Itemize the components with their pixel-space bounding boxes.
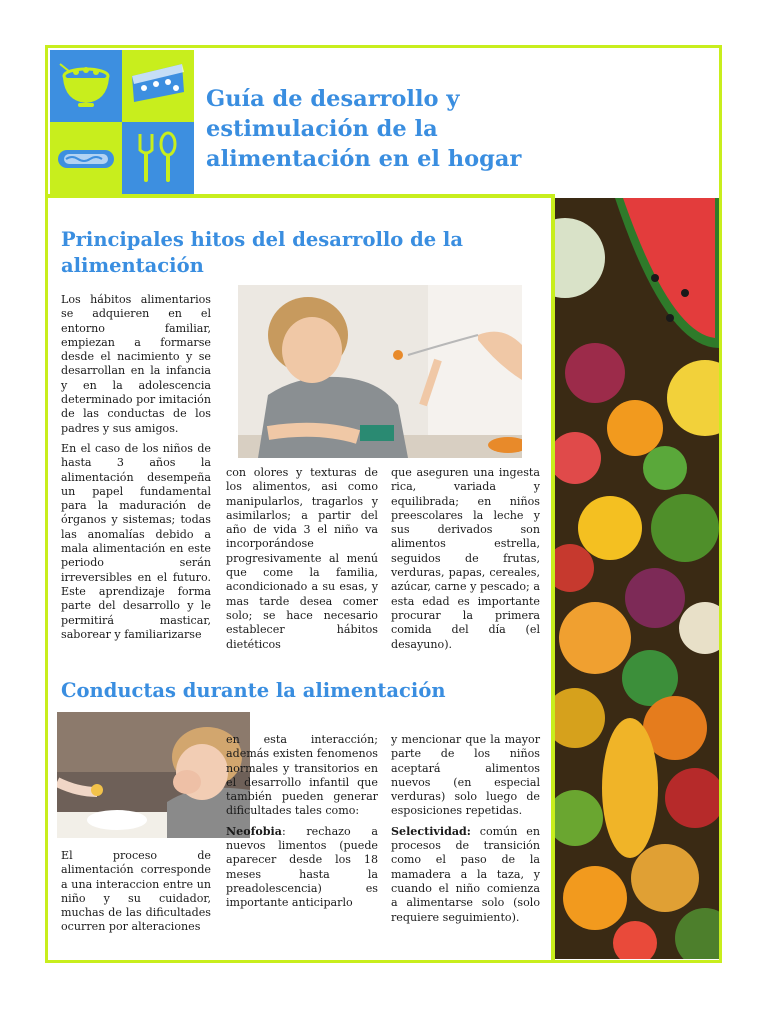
selectividad-paragraph <box>391 825 540 925</box>
paragraph: En el caso de los niños de hasta 3 años la alimentación desempeña un papel fundamental para la maduración de órganos y sistemas; todas las anomalías debido a mala alimentación en este periodo serán irreversibles en el futuro. Este aprendizaje forma parte del desarrollo y le permitirá masticar, saborear y familiarizarse <box>61 441 211 641</box>
header-divider <box>48 194 551 198</box>
section-heading-behaviors: Conductas durante la alimentación <box>61 679 446 702</box>
cake-icon <box>122 50 194 122</box>
paragraph: Los hábitos alimentarios se adquieren en el entorno familiar, empiezan a formarse desde el nacimiento y se desarrollan en la infancia y en la adolescencia determinado por imitación de las conductas de los padres y sus amigos. <box>61 293 212 435</box>
text-column-6 <box>391 733 540 925</box>
cutlery-icon <box>122 122 194 194</box>
child-covering-mouth-photo <box>57 712 250 838</box>
term-neofobia: Neofobia <box>226 824 282 838</box>
neofobia-paragraph <box>226 825 378 911</box>
fruit-collage-image <box>555 198 719 959</box>
text-column-3 <box>391 466 540 652</box>
text-column-1 <box>61 293 211 642</box>
definition: : rechazo a nuevos limentos (puede aparecer desde los 18 meses hasta la preadolescencia) es importante anticiparlo <box>226 824 378 910</box>
text-column-5 <box>226 733 378 911</box>
paragraph: que aseguren una ingesta rica, variada y equilibrada; en niños preescolares la leche y sus derivados son alimentos estrella, seguidos de frutas, verduras, papas, cereales, azúcar, carne y pescado; a esta edad es importante procurar la primera comida del día (el desayuno). <box>391 466 540 651</box>
boy-refusing-food-photo <box>238 285 522 458</box>
bowl-icon <box>50 50 122 122</box>
header-icon-tiles <box>50 50 195 195</box>
hotdog-icon <box>50 122 122 194</box>
paragraph: con olores y texturas de los alimentos, asi como manipularlos, tragarlos y asimilarlos; a partir del año de vida 3 el niño va incorporándose progresivamente al menú que come la familia, acondicionado a su esas, y mas tarde desea comer solo; se hace necesario establecer hábitos dietéticos <box>226 466 378 651</box>
paragraph: en esta interacción; además existen fenomenos normales y transitorios en el desarrollo infantil que también pueden generar dificultades tales como: <box>226 733 378 818</box>
section-heading-milestones: Principales hitos del desarrollo de la alimentación <box>61 228 463 277</box>
term-selectividad: Selectividad: <box>391 824 471 838</box>
paragraph: El proceso de alimentación corresponde a una interaccion entre un niño y su cuidador, muchas de las dificultades ocurren por alteraciones <box>61 849 211 934</box>
text-column-4 <box>61 849 211 935</box>
text-column-2 <box>226 466 378 652</box>
definition: común en procesos de transición como el paso de la mamadera a la taza, y cuando el niño comienza a alimentarse solo (solo requiere seguimiento). <box>391 824 540 924</box>
page-title: Guía de desarrollo y estimulación de la alimentación en el hogar <box>206 86 522 172</box>
paragraph: y mencionar que la mayor parte de los niños aceptará alimentos nuevos (en especial verduras) solo luego de esposiciones repetidas. <box>391 733 540 818</box>
